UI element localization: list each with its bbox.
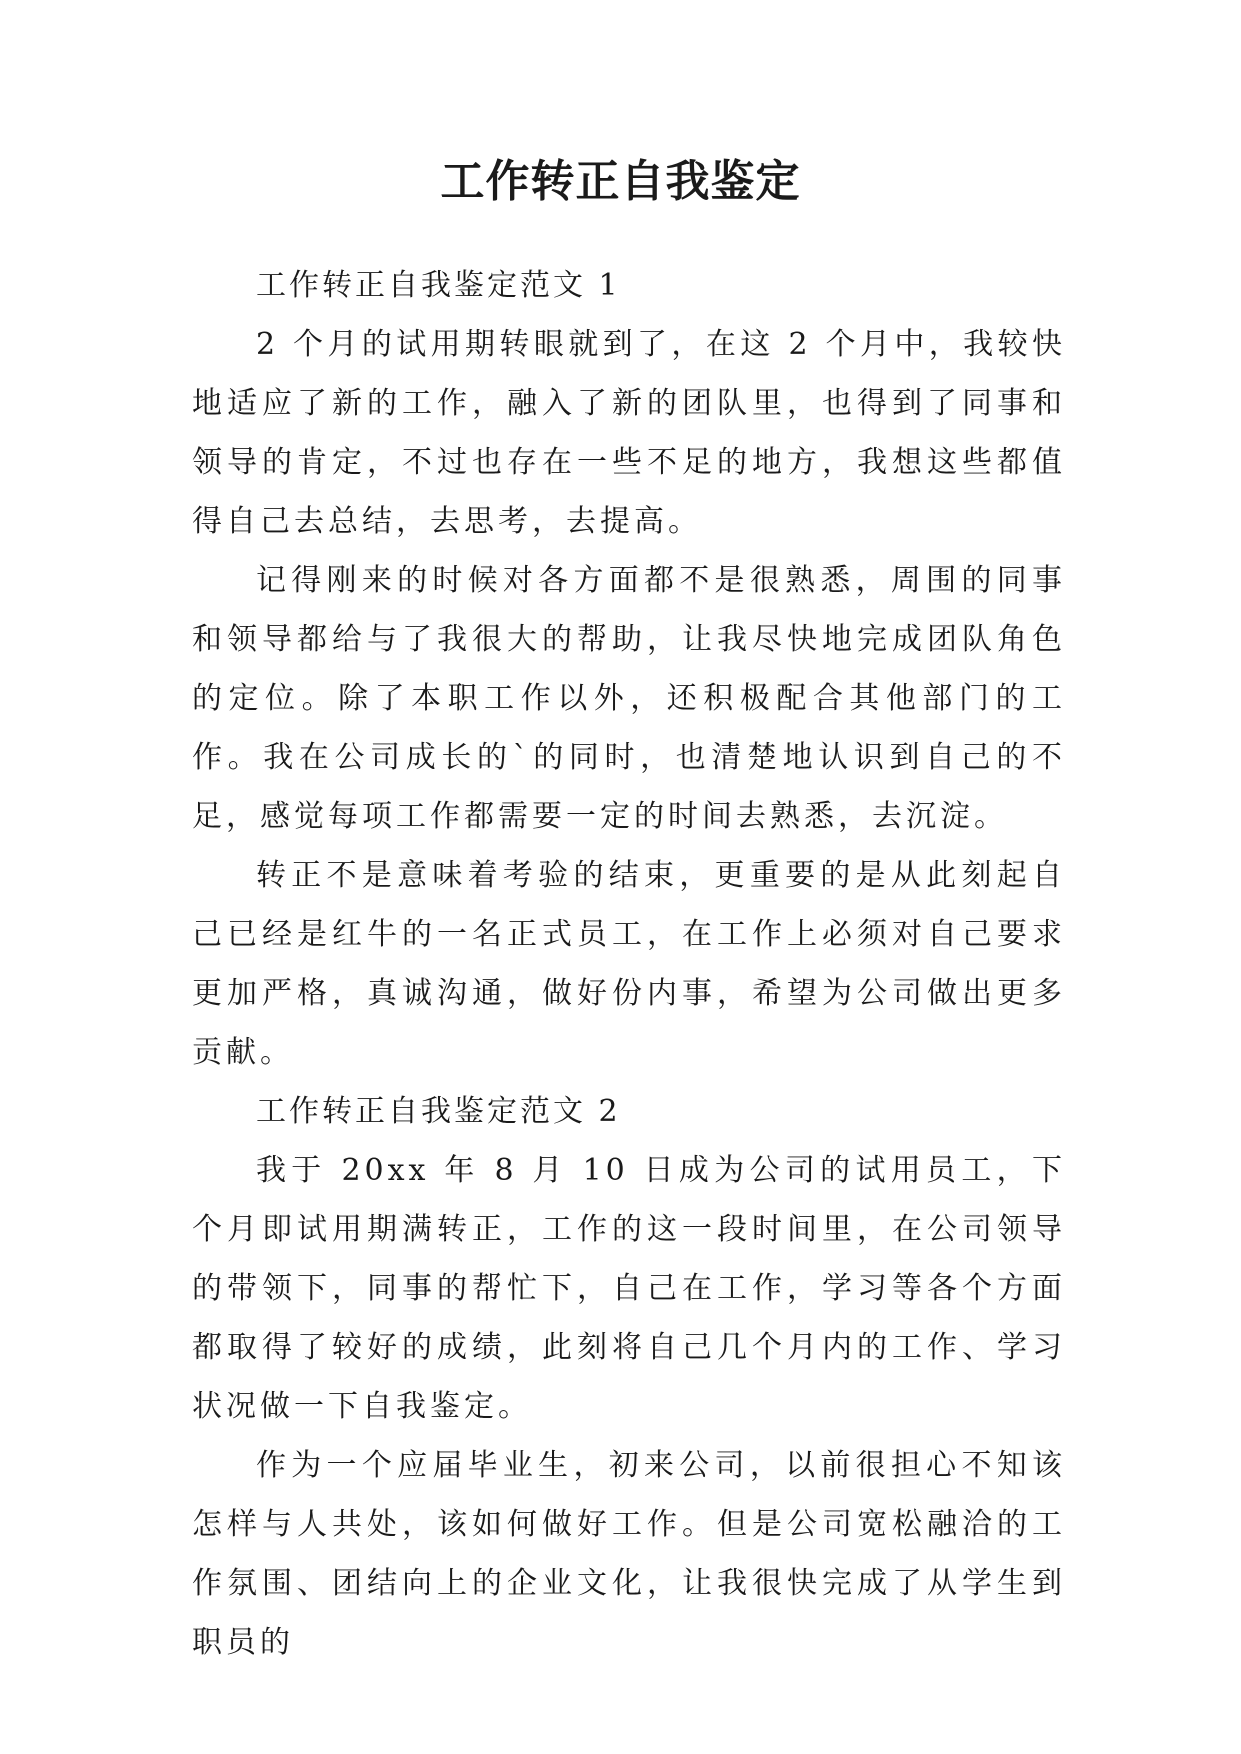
paragraph: 2 个月的试用期转眼就到了，在这 2 个月中，我较快地适应了新的工作，融入了新的团队里，也得到了同事和领导的肯定，不过也存在一些不足的地方，我想这些都值得自己去总结，去思考，去提高。 [192, 327, 1066, 539]
paragraph: 记得刚来的时候对各方面都不是很熟悉，周围的同事和领导都给与了我很大的帮助，让我尽快地完成团队角色的定位。除了本职工作以外，还积极配合其他部门的工作。我在公司成长的`的同时，也清楚地认识到自己的不足，感觉每项工作都需要一定的时间去熟悉，去沉淀。 [192, 563, 1066, 834]
section-heading-2: 工作转正自我鉴定范文 2 [256, 1094, 621, 1129]
paragraph: 作为一个应届毕业生，初来公司，以前很担心不知该怎样与人共处，该如何做好工作。但是公司宽松融洽的工作氛围、团结向上的企业文化，让我很快完成了从学生到职员的 [192, 1448, 1066, 1660]
document-body [192, 256, 1066, 1672]
paragraph: 转正不是意味着考验的结束，更重要的是从此刻起自己已经是红牛的一名正式员工，在工作上必须对自己要求更加严格，真诚沟通，做好份内事，希望为公司做出更多贡献。 [192, 858, 1066, 1070]
section-heading-1: 工作转正自我鉴定范文 1 [256, 268, 621, 303]
document-title: 工作转正自我鉴定 [440, 156, 801, 207]
paragraph: 我于 20xx 年 8 月 10 日成为公司的试用员工，下个月即试用期满转正，工作的这一段时间里，在公司领导的带领下，同事的帮忙下，自己在工作，学习等各个方面都取得了较好的成绩，此刻将自己几个月内的工作、学习状况做一下自我鉴定。 [192, 1153, 1066, 1424]
